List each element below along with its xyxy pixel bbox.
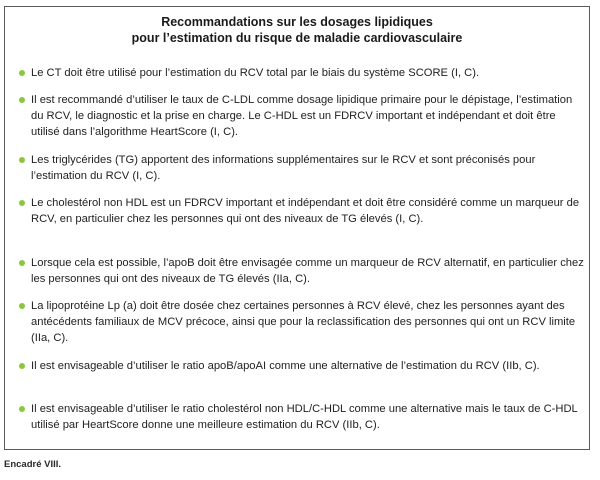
recommendation-item-6 <box>19 298 585 346</box>
recommendation-item-2 <box>19 92 585 140</box>
recommendation-text: Il est envisageable d’utiliser le ratio apoB/apoAI comme une alternative de l’estimation du RCV (IIb, C). <box>31 360 540 372</box>
recommendation-text: Il est recommandé d’utiliser le taux de C-LDL comme dosage lipidique primaire pour le dépistage, l’estimation du RCV, le diagnostic et la prise en charge. Le C-HDL est un FDRCV important et indépendant et doit être utilisé dans l’algorithme HeartScore (I, C). <box>31 94 573 138</box>
recommendations-box <box>4 6 590 450</box>
recommendation-item-8 <box>19 401 585 433</box>
recommendation-item-7 <box>19 358 585 374</box>
bullet-icon <box>19 157 25 163</box>
bullet-icon <box>19 406 25 412</box>
bullet-icon <box>19 303 25 309</box>
bullet-icon <box>19 97 25 103</box>
box-title-line-2: pour l’estimation du risque de maladie cardiovasculaire <box>131 31 463 45</box>
bullet-icon <box>19 70 25 76</box>
recommendation-text: Lorsque cela est possible, l’apoB doit être envisagée comme un marqueur de RCV alternatif, en particulier chez les personnes qui ont des niveaux de TG élevés (IIa, C). <box>31 257 584 285</box>
recommendation-item-5 <box>19 255 585 287</box>
bullet-icon <box>19 260 25 266</box>
recommendation-item-3 <box>19 152 585 184</box>
bullet-icon <box>19 363 25 369</box>
box-title <box>5 14 589 46</box>
recommendation-item-1 <box>19 65 585 81</box>
recommendation-text: Le CT doit être utilisé pour l’estimation du RCV total par le biais du système SCORE (I, C). <box>31 67 480 79</box>
bullet-icon <box>19 200 25 206</box>
recommendation-text: La lipoprotéine Lp (a) doit être dosée chez certaines personnes à RCV élevé, chez les personnes ayant des antécédents familiaux de MCV précoce, ainsi que pour la reclassification des personnes qui ont un RCV limite (IIa, C). <box>31 300 576 344</box>
recommendation-text: Il est envisageable d’utiliser le ratio cholestérol non HDL/C-HDL comme une alternative mais le taux de C-HDL utilisé par HeartScore donne une meilleure estimation du RCV (IIb, C). <box>31 403 578 431</box>
box-caption: Encadré VIII. <box>4 459 62 470</box>
recommendation-text: Le cholestérol non HDL est un FDRCV important et indépendant et doit être considéré comme un marqueur de RCV, en particulier chez les personnes qui ont des niveaux de TG élevés (I, C). <box>31 197 580 225</box>
recommendation-text: Les triglycérides (TG) apportent des informations supplémentaires sur le RCV et sont préconisés pour l’estimation du RCV (I, C). <box>31 154 536 182</box>
box-title-line-1: Recommandations sur les dosages lipidiques <box>161 15 433 29</box>
recommendation-item-4 <box>19 195 585 227</box>
